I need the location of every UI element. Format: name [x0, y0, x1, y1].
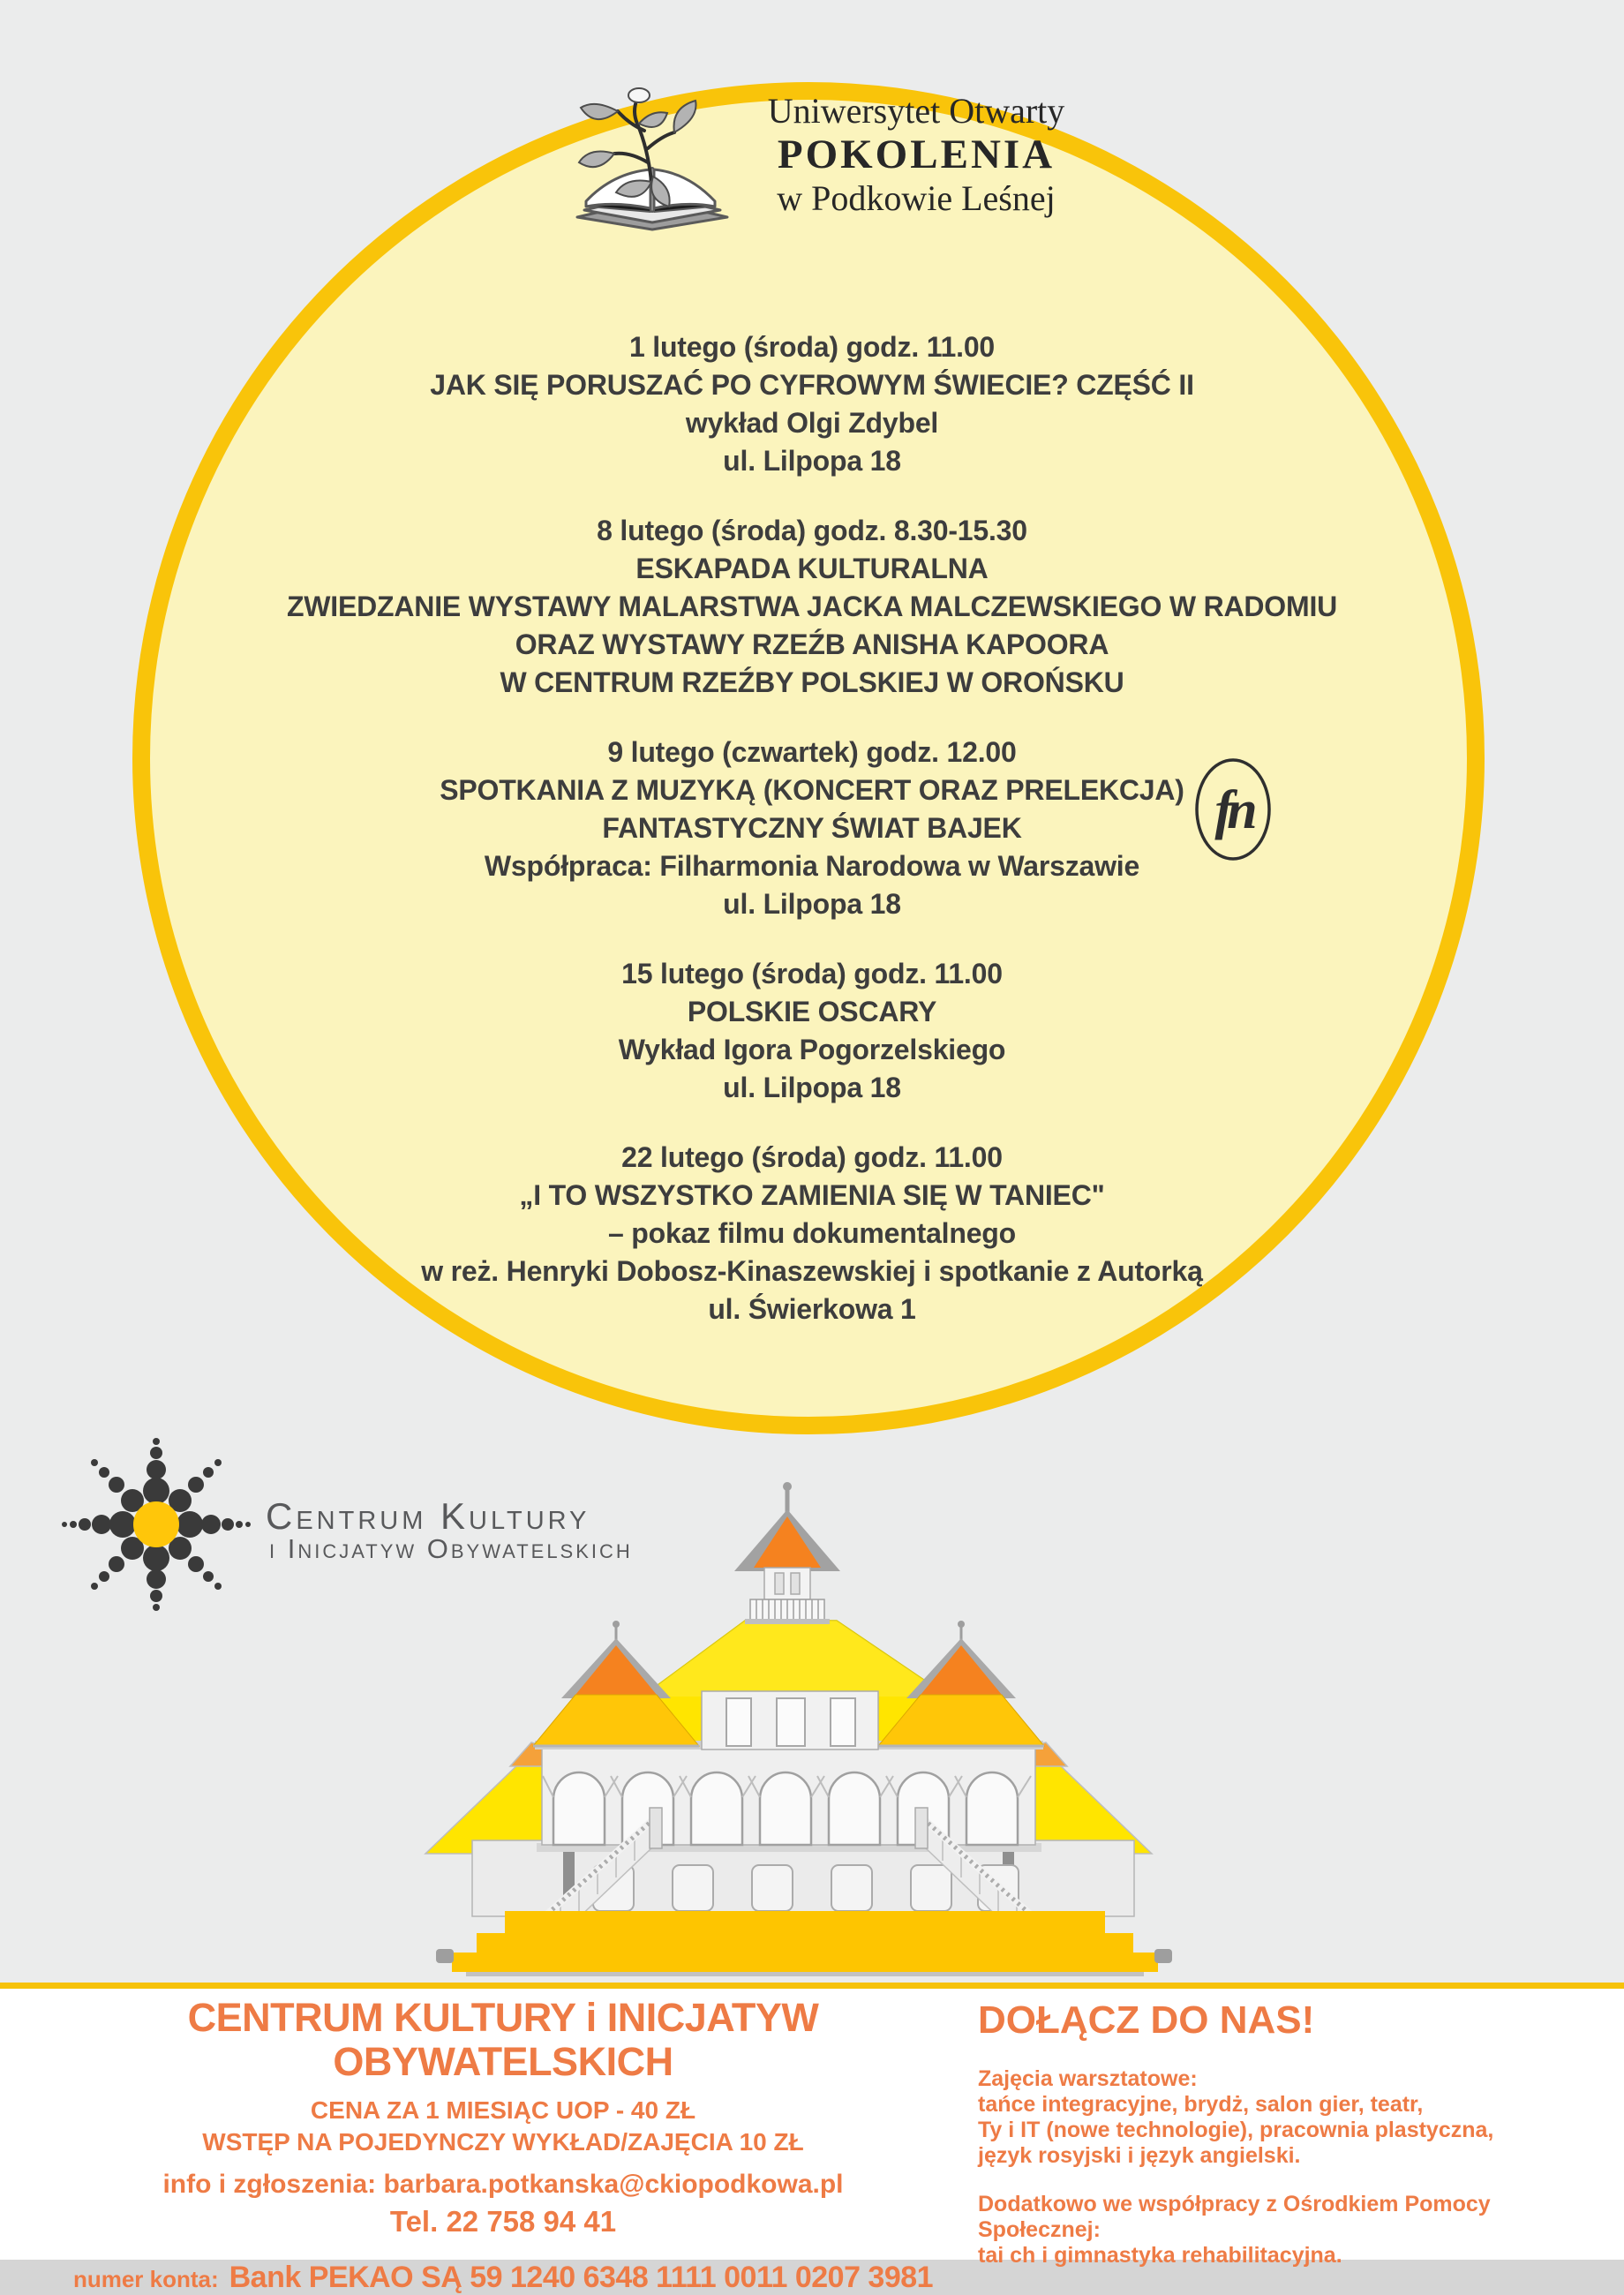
fn-logo-text: fn — [1214, 780, 1252, 840]
extra-line: tai ch i gimnastyka rehabilitacyjna. — [978, 2243, 1342, 2268]
extra-line: Dodatkowo we współpracy z Ośrodkiem Pomocy Społecznej: — [978, 2192, 1491, 2242]
event-line: ORAZ WYSTAWY RZEŹB ANISHA KAPOORA — [515, 628, 1109, 660]
event-line: „I TO WSZYSTKO ZAMIENIA SIĘ W TANIEC" — [519, 1179, 1105, 1211]
footer-left-column — [49, 1996, 958, 2295]
event-line: SPOTKANIA Z MUZYKĄ (KONCERT ORAZ PRELEKCJA) — [440, 774, 1184, 806]
event-block — [0, 512, 1624, 702]
footer — [0, 1989, 1624, 2294]
event-line: FANTASTYCZNY ŚWIAT BAJEK — [602, 812, 1022, 844]
event-line: 9 lutego (czwartek) godz. 12.00 — [607, 736, 1017, 768]
event-block — [0, 1139, 1624, 1328]
logo-line2: POKOLENIA — [777, 131, 1056, 177]
workshops-line: tańce integracyjne, brydż, salon gier, teatr, — [978, 2092, 1424, 2117]
event-line: 22 lutego (środa) godz. 11.00 — [621, 1141, 1003, 1173]
bank-account-label: numer konta: — [72, 2266, 219, 2292]
event-line: 1 lutego (środa) godz. 11.00 — [628, 331, 996, 363]
event-line: JAK SIĘ PORUSZAĆ PO CYFROWYM ŚWIECIE? CZĘŚĆ II — [430, 369, 1194, 401]
event-line: ul. Lilpopa 18 — [723, 445, 901, 477]
event-block — [0, 328, 1624, 480]
footer-right-column — [978, 1999, 1605, 2269]
university-logo — [0, 78, 1624, 232]
event-line: 15 lutego (środa) godz. 11.00 — [621, 958, 1003, 989]
bank-account-row — [49, 2261, 958, 2295]
event-line: ul. Lilpopa 18 — [723, 1072, 901, 1103]
extra-list — [978, 2192, 1605, 2269]
book-plant-icon — [560, 78, 745, 232]
filharmonia-narodowa-logo — [1193, 756, 1273, 868]
ck-star-icon — [62, 1441, 252, 1608]
event-line: ul. Świerkowa 1 — [708, 1293, 916, 1325]
ck-line2: i Inicjatyw Obywatelskich — [269, 1533, 633, 1564]
event-line: 8 lutego (środa) godz. 8.30-15.30 — [597, 515, 1027, 546]
event-line: Wykład Igora Pogorzelskiego — [618, 1034, 1006, 1065]
event-line: w reż. Henryki Dobosz-Kinaszewskiej i spotkanie z Autorką — [421, 1255, 1203, 1287]
logo-line3: w Podkowie Leśnej — [777, 177, 1056, 218]
bank-account-number: Bank PEKAO SĄ 59 1240 6348 1111 0011 0207 3981 — [229, 2261, 934, 2294]
event-line: – pokaz filmu dokumentalnego — [607, 1217, 1016, 1249]
event-line: W CENTRUM RZEŹBY POLSKIEJ W OROŃSKU — [500, 666, 1124, 698]
contact-phone: Tel. 22 758 94 41 — [389, 2205, 617, 2238]
event-line: Współpraca: Filharmonia Narodowa w Warszawie — [484, 850, 1140, 882]
event-block — [0, 955, 1624, 1107]
event-line: ESKAPADA KULTURALNA — [635, 553, 989, 584]
event-line: wykład Olgi Zdybel — [685, 407, 939, 439]
gold-divider — [0, 1983, 1624, 1989]
price-line-1: CENA ZA 1 MIESIĄC UOP - 40 ZŁ — [310, 2096, 696, 2124]
price-line-2: WSTĘP NA POJEDYNCZY WYKŁAD/ZAJĘCIA 10 ZŁ — [202, 2128, 804, 2156]
workshops-label: Zajęcia warsztatowe: — [978, 2066, 1198, 2091]
university-logo-text — [768, 91, 1065, 220]
join-us-title: DOŁĄCZ DO NAS! — [978, 1998, 1315, 2042]
logo-line1: Uniwersytet Otwarty — [767, 90, 1065, 131]
event-block — [0, 734, 1624, 923]
event-line: POLSKIE OSCARY — [687, 996, 937, 1027]
event-line: ul. Lilpopa 18 — [723, 888, 901, 920]
workshops-list — [978, 2092, 1605, 2169]
workshops-line: język rosyjski i język angielski. — [978, 2143, 1301, 2168]
contact-email-line: info i zgłoszenia: barbara.potkanska@ckiopodkowa.pl — [162, 2170, 844, 2199]
ck-line1: Centrum Kultury — [266, 1495, 590, 1537]
footer-title: CENTRUM KULTURY i INICJATYW OBYWATELSKICH — [187, 1995, 819, 2084]
event-list — [0, 328, 1624, 1360]
building-illustration — [388, 1465, 1218, 1985]
event-line: ZWIEDZANIE WYSTAWY MALARSTWA JACKA MALCZEWSKIEGO W RADOMIU — [286, 591, 1338, 622]
workshops-line: Ty i IT (nowe technologie), pracownia plastyczna, — [978, 2118, 1494, 2142]
